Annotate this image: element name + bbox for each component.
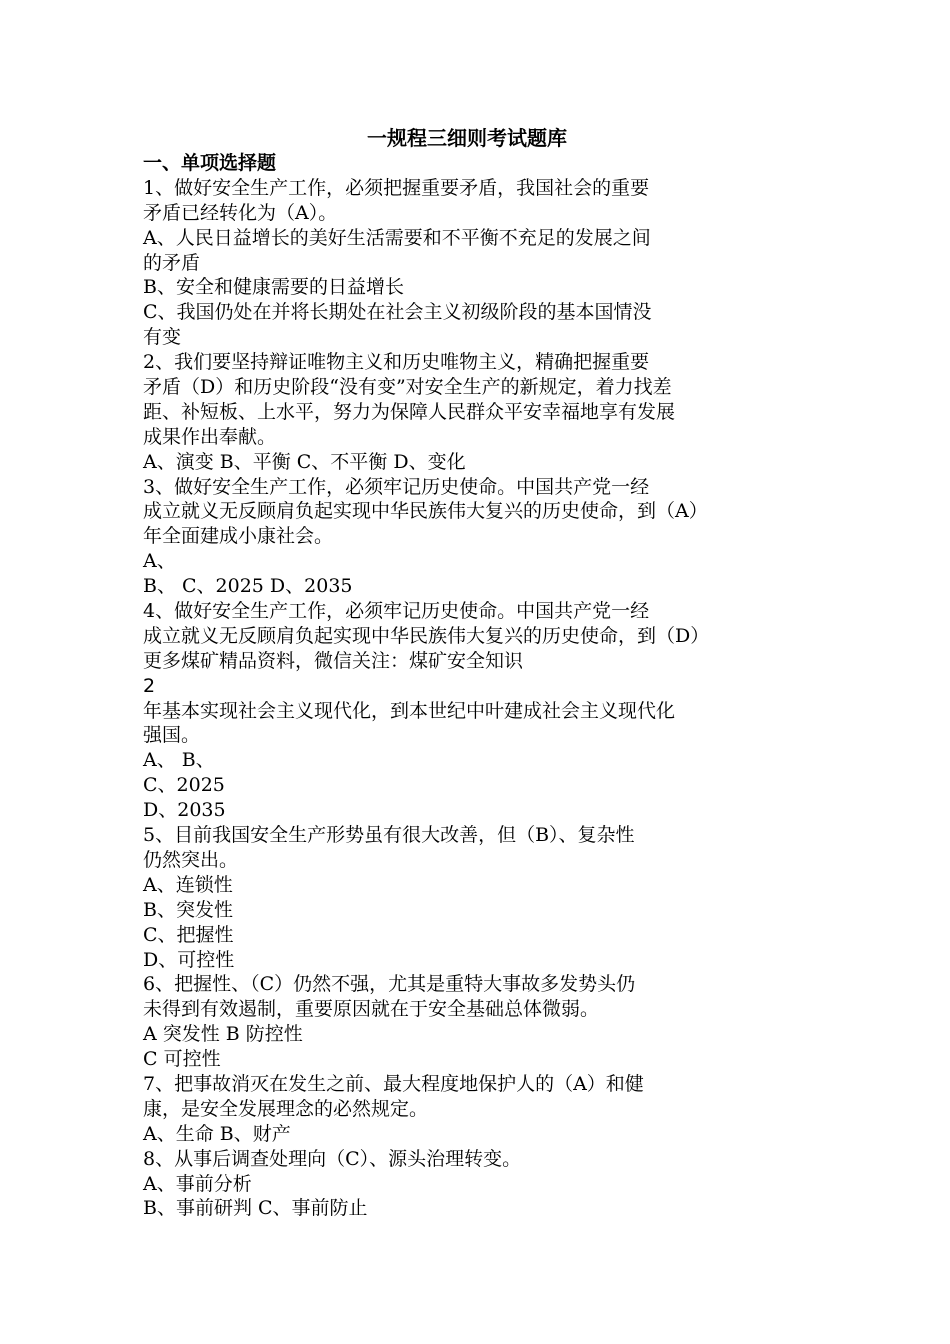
text-line: 成立就义无反顾肩负起实现中华民族伟大复兴的历史使命，到（D） bbox=[143, 624, 710, 647]
document-body bbox=[143, 126, 823, 1221]
text-line: C、2025 bbox=[143, 774, 225, 797]
text-line: A、 bbox=[143, 550, 176, 573]
promo-text-line: 更多煤矿精品资料，微信关注：煤矿安全知识 bbox=[143, 649, 524, 672]
text-line: C、我国仍处在并将长期处在社会主义初级阶段的基本国情没 bbox=[143, 301, 652, 324]
text-line: A 突发性 B 防控性 bbox=[143, 1023, 303, 1046]
text-line: B、 C、2025 D、2035 bbox=[143, 575, 353, 598]
text-line: 2、我们要坚持辩证唯物主义和历史唯物主义，精确把握重要 bbox=[143, 351, 650, 374]
text-line: 8、从事后调查处理向（C）、源头治理转变。 bbox=[143, 1147, 522, 1170]
promo-text-line: 2 bbox=[143, 674, 156, 697]
text-line: 成果作出奉献。 bbox=[143, 425, 277, 448]
text-line: B、事前研判 C、事前防止 bbox=[143, 1197, 368, 1220]
text-line: C 可控性 bbox=[143, 1048, 221, 1071]
text-line: D、可控性 bbox=[143, 948, 235, 971]
document-title: 一规程三细则考试题库 bbox=[367, 126, 567, 150]
text-line: 矛盾已经转化为（A）。 bbox=[143, 201, 338, 224]
text-line: 未得到有效遏制，重要原因就在于安全基础总体微弱。 bbox=[143, 998, 600, 1021]
text-line: 矛盾（D）和历史阶段“没有变”对安全生产的新规定，着力找差 bbox=[143, 376, 672, 399]
text-line: 的矛盾 bbox=[143, 251, 201, 274]
text-line: A、 B、 bbox=[143, 749, 215, 772]
text-line: 有变 bbox=[143, 326, 182, 349]
text-line: A、人民日益增长的美好生活需要和不平衡不充足的发展之间 bbox=[143, 226, 651, 249]
text-line: 成立就义无反顾肩负起实现中华民族伟大复兴的历史使命，到（A） bbox=[143, 500, 708, 523]
text-line: 5、目前我国安全生产形势虽有很大改善，但（B）、复杂性 bbox=[143, 824, 635, 847]
text-line: 6、把握性、（C）仍然不强，尤其是重特大事故多发势头仍 bbox=[143, 973, 636, 996]
text-line: 康，是安全发展理念的必然规定。 bbox=[143, 1097, 429, 1120]
text-line: D、2035 bbox=[143, 799, 226, 822]
text-line: B、突发性 bbox=[143, 898, 233, 921]
text-line: A、生命 B、财产 bbox=[143, 1122, 291, 1145]
text-line: 年基本实现社会主义现代化，到本世纪中叶建成社会主义现代化 bbox=[143, 699, 676, 722]
text-line: 7、把事故消灭在发生之前、最大程度地保护人的（A）和健 bbox=[143, 1072, 644, 1095]
text-line: A、连锁性 bbox=[143, 873, 233, 896]
text-line: 1、做好安全生产工作，必须把握重要矛盾，我国社会的重要 bbox=[143, 176, 650, 199]
text-line: C、把握性 bbox=[143, 923, 234, 946]
text-line: 年全面建成小康社会。 bbox=[143, 525, 334, 548]
text-line: 距、补短板、上水平，努力为保障人民群众平安幸福地享有发展 bbox=[143, 400, 676, 423]
text-line: A、事前分析 bbox=[143, 1172, 252, 1195]
document-lines bbox=[143, 151, 823, 1221]
text-line: 4、做好安全生产工作，必须牢记历史使命。中国共产党一经 bbox=[143, 600, 650, 623]
text-line: 仍然突出。 bbox=[143, 848, 239, 871]
text-line: B、安全和健康需要的日益增长 bbox=[143, 276, 404, 299]
text-line: 强国。 bbox=[143, 724, 201, 747]
text-line: A、演变 B、平衡 C、不平衡 D、变化 bbox=[143, 450, 466, 473]
section-heading: 一、单项选择题 bbox=[143, 152, 277, 174]
text-line: 3、做好安全生产工作，必须牢记历史使命。中国共产党一经 bbox=[143, 475, 650, 498]
